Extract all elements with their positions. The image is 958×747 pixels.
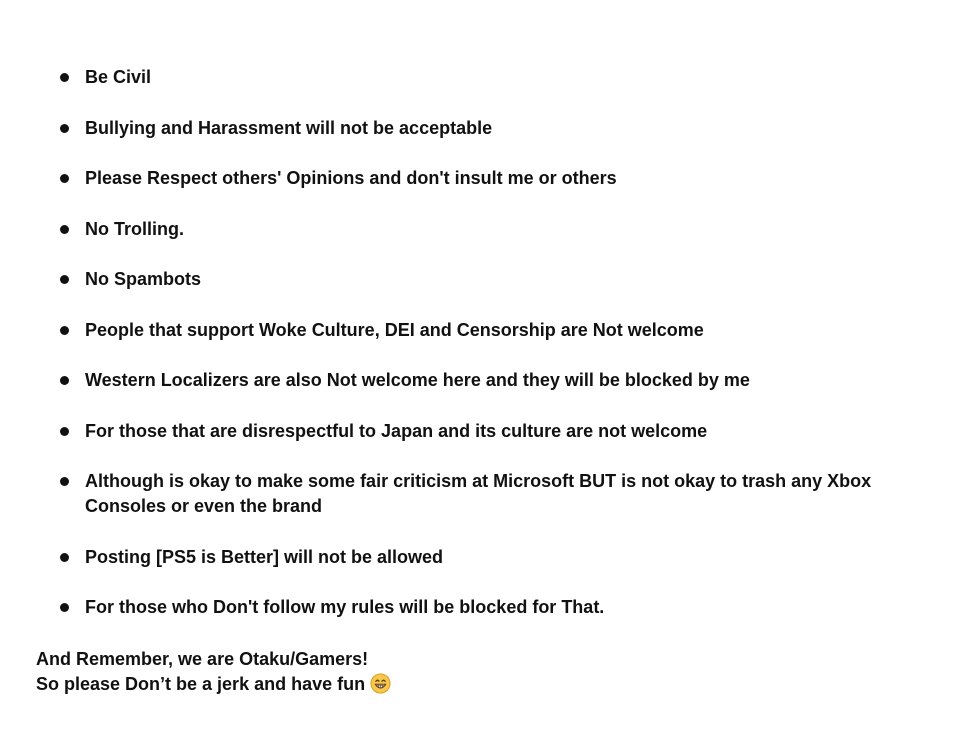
closing-message xyxy=(36,647,391,701)
rule-item xyxy=(0,65,958,90)
rule-text: Bullying and Harassment will not be acceptable xyxy=(85,117,493,138)
bullet-icon xyxy=(60,225,69,234)
rule-text: Posting [PS5 is Better] will not be allowed xyxy=(85,546,444,567)
bullet-icon xyxy=(60,427,69,436)
rule-item xyxy=(0,595,958,620)
rule-text: No Spambots xyxy=(85,269,202,289)
rule-text: No Trolling. xyxy=(85,218,184,239)
bullet-icon xyxy=(60,174,69,183)
bullet-icon xyxy=(60,73,69,82)
bullet-icon xyxy=(60,603,69,612)
rule-item xyxy=(0,267,958,292)
rules-list xyxy=(0,65,958,646)
rule-item xyxy=(0,368,958,393)
rule-item xyxy=(0,419,958,444)
bullet-icon xyxy=(60,326,69,335)
closing-line-1: And Remember, we are Otaku/Gamers! xyxy=(36,649,369,669)
closing-line-2 xyxy=(36,672,391,701)
rule-item xyxy=(0,166,958,191)
rule-item xyxy=(0,545,958,570)
bullet-icon xyxy=(60,553,69,562)
rule-text: For those who Don't follow my rules will be blocked for That. xyxy=(85,597,605,617)
rule-text: Although is okay to make some fair criticism at Microsoft BUT is not okay to trash any Xbox Consoles or even the brand xyxy=(85,471,872,516)
rule-item xyxy=(0,469,958,519)
closing-line-2-text: So please Don’t be a jerk and have fun xyxy=(36,674,366,694)
bullet-icon xyxy=(60,376,69,385)
rule-item xyxy=(0,318,958,343)
bullet-icon xyxy=(60,477,69,486)
rule-text: For those that are disrespectful to Japan and its culture are not welcome xyxy=(85,420,708,441)
grinning-face-icon xyxy=(370,673,391,701)
rule-text: Be Civil xyxy=(85,67,152,87)
bullet-icon xyxy=(60,275,69,284)
rule-item xyxy=(0,217,958,242)
rule-text: Please Respect others' Opinions and don't insult me or others xyxy=(85,168,617,188)
rule-text: Western Localizers are also Not welcome here and they will be blocked by me xyxy=(85,370,750,390)
rule-item xyxy=(0,116,958,141)
bullet-icon xyxy=(60,124,69,133)
rule-text: People that support Woke Culture, DEI and Censorship are Not welcome xyxy=(85,319,704,340)
